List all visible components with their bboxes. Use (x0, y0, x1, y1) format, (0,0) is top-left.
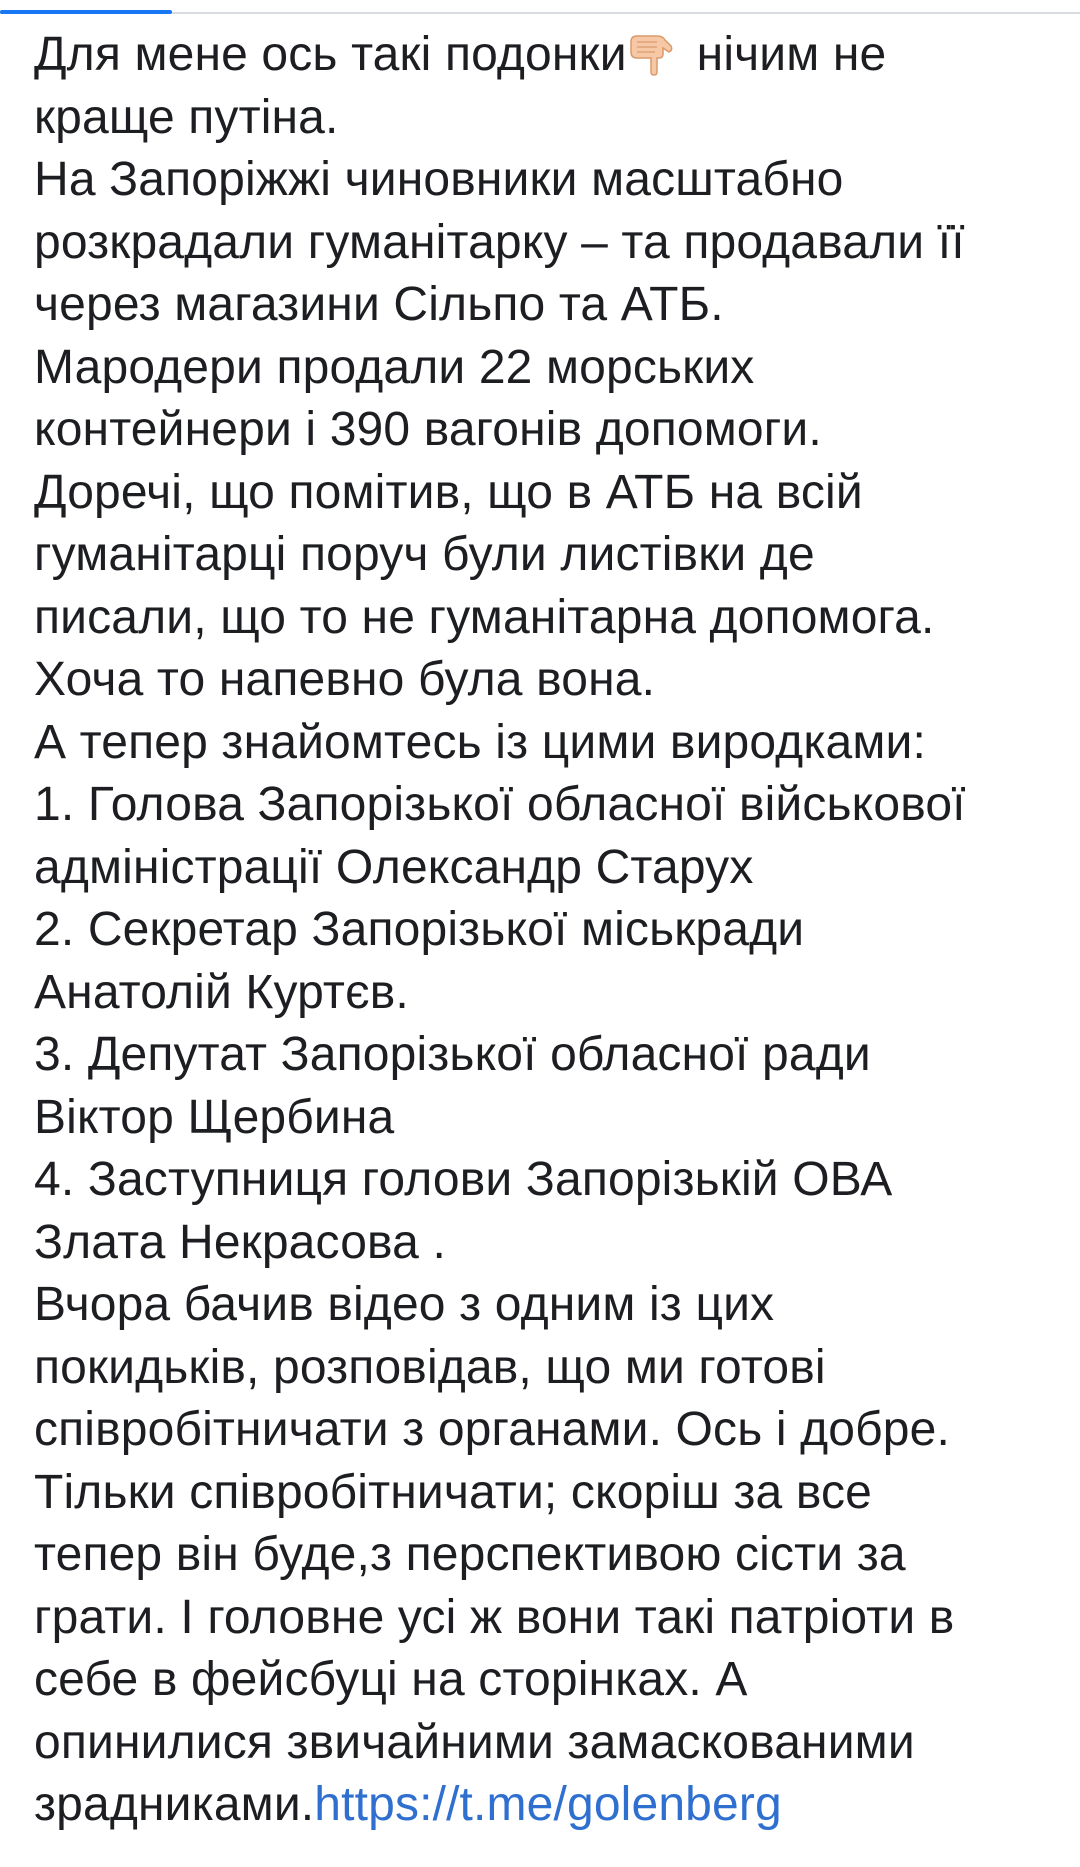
telegram-link[interactable]: https://t.me/golenberg (314, 1778, 782, 1831)
text-line: 1. Голова Запорізької обласної військової (34, 778, 966, 831)
text-line: тепер він буде,з перспективою сісти за (34, 1528, 906, 1581)
text-line: адміністрації Олександр Старух (34, 840, 754, 894)
text-line: розкрадали гуманітарку – та продавали її (34, 215, 965, 269)
text-line: писали, що то не гуманітарна допомога. (34, 590, 935, 644)
text-line: Для мене ось такі подонки нічим не (34, 28, 887, 81)
text-line: 4. Заступниця голови Запорізькій ОВА (34, 1153, 893, 1206)
text-line: Вчора бачив відео з одним із цих (34, 1278, 775, 1331)
text-line: зрадниками.https://t.me/golenberg (34, 1778, 782, 1831)
text-line: А тепер знайомтесь із цими виродками: (34, 715, 926, 769)
text-line: краще путіна. (34, 90, 339, 144)
text-line: гуманітарці поруч були листівки де (34, 528, 815, 581)
text-line: Тільки співробітничати; скоріш за все (34, 1465, 872, 1519)
text-line: 3. Депутат Запорізької обласної ради (34, 1028, 871, 1081)
pointing-down-hand-icon (627, 28, 679, 76)
text-line: грати. І головне усі ж вони такі патріоти в (34, 1590, 955, 1644)
text-line: 2. Секретар Запорізької міськради (34, 903, 805, 956)
text-line: опинилися звичайними замаскованими (34, 1715, 915, 1769)
text-line: Віктор Щербина (34, 1090, 395, 1144)
text-line: Хоча то напевно була вона. (34, 653, 656, 706)
text-line: Злата Некрасова . (34, 1215, 446, 1269)
text-line: На Запоріжжі чиновники масштабно (34, 153, 844, 206)
text-line: через магазини Сільпо та АТБ. (34, 278, 724, 331)
progress-indicator (0, 10, 172, 14)
text-line: Доречі, що помітив, що в АТБ на всій (34, 465, 863, 519)
text-line: Мародери продали 22 морських (34, 340, 755, 394)
text-line: співробітничати з органами. Ось і добре. (34, 1403, 950, 1456)
text-line: покидьків, розповідав, що ми готові (34, 1340, 826, 1394)
post-text (34, 24, 1064, 1837)
text-line: себе в фейсбуці на сторінках. А (34, 1653, 748, 1706)
text-line: Анатолій Куртєв. (34, 965, 409, 1019)
text-line: контейнери і 390 вагонів допомоги. (34, 403, 822, 456)
